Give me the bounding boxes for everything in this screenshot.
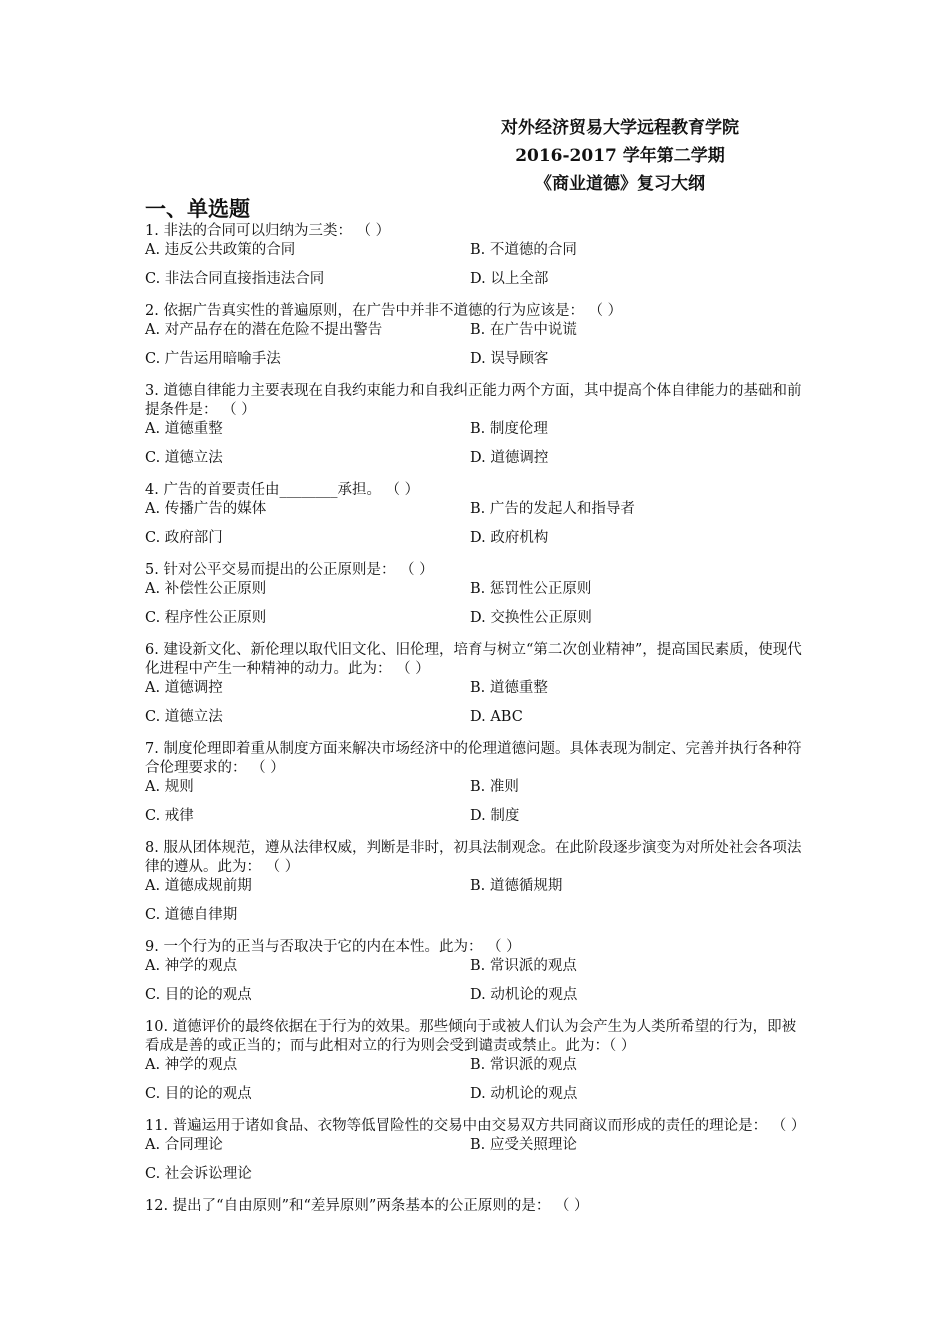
- answer-option: D. 道德调控: [470, 449, 549, 466]
- answer-option: C. 目的论的观点: [145, 1085, 252, 1102]
- answer-option: A. 神学的观点: [145, 1057, 238, 1073]
- question-item: [145, 1018, 810, 1113]
- option-group: [145, 321, 810, 378]
- answer-option: C. 广告运用暗喻手法: [145, 350, 281, 367]
- option-group: [145, 1136, 810, 1193]
- answer-option: B. 准则: [470, 779, 519, 795]
- question-stem: 4. 广告的首要责任由________承担。 （ ）: [145, 482, 420, 498]
- question-stem: 6. 建设新文化、新伦理以取代旧文化、旧伦理，培育与树立“第二次创业精神”，提高国民素质，使现代化进程中产生一种精神的动力。此为： （ ）: [145, 642, 802, 677]
- question-item: [145, 302, 810, 378]
- question-item: [145, 740, 810, 835]
- question-stem: 5. 针对公平交易而提出的公正原则是： （ ）: [145, 562, 434, 578]
- question-stem: 10. 道德评价的最终依据在于行为的效果。那些倾向于或被人们认为会产生为人类所希望的行为，即被看成是善的或正当的；而与此相对立的行为则会受到谴责或禁止。此为：（ ）: [145, 1019, 797, 1054]
- answer-option: D. 制度: [470, 807, 520, 824]
- question-item: [145, 222, 810, 298]
- answer-option: D. ABC: [470, 708, 523, 725]
- answer-option: C. 非法合同直接指违法合同: [145, 270, 325, 287]
- option-group: [145, 778, 810, 835]
- answer-option: C. 目的论的观点: [145, 986, 252, 1003]
- question-stem: 11. 普遍运用于诸如食品、衣物等低冒险性的交易中由交易双方共同商议而形成的责任的理论是： （ ）: [145, 1118, 806, 1134]
- question-item: [145, 561, 810, 637]
- question-item: [145, 938, 810, 1014]
- institution-name: 对外经济贸易大学远程教育学院: [501, 118, 739, 138]
- answer-option: C. 社会诉讼理论: [145, 1165, 252, 1182]
- answer-option: B. 广告的发起人和指导者: [470, 501, 635, 517]
- answer-option: C. 道德立法: [145, 449, 223, 466]
- question-stem: 2. 依据广告真实性的普遍原则，在广告中并非不道德的行为应该是： （ ）: [145, 303, 623, 319]
- answer-option: B. 道德重整: [470, 680, 548, 696]
- option-group: [145, 1056, 810, 1113]
- answer-option: C. 程序性公正原则: [145, 609, 267, 626]
- answer-option: B. 常识派的观点: [470, 958, 577, 974]
- answer-option: D. 误导顾客: [470, 350, 549, 367]
- answer-option: C. 道德立法: [145, 708, 223, 725]
- answer-option: A. 补偿性公正原则: [145, 581, 267, 597]
- answer-option: A. 对产品存在的潜在危险不提出警告: [145, 322, 383, 338]
- answer-option: A. 违反公共政策的合同: [145, 242, 296, 258]
- option-group: [145, 420, 810, 477]
- question-item: [145, 1117, 810, 1193]
- option-group: [145, 957, 810, 1014]
- answer-option: A. 合同理论: [145, 1137, 223, 1153]
- question-stem: 3. 道德自律能力主要表现在自我约束能力和自我纠正能力两个方面，其中提高个体自律能力的基础和前提条件是： （ ）: [145, 383, 802, 418]
- answer-option: B. 惩罚性公正原则: [470, 581, 592, 597]
- answer-option: B. 在广告中说谎: [470, 322, 577, 338]
- answer-option: B. 道德循规期: [470, 878, 563, 894]
- answer-option: C. 道德自律期: [145, 906, 238, 923]
- semester: 2016-2017 学年第二学期: [515, 146, 725, 166]
- question-stem: 8. 服从团体规范，遵从法律权威，判断是非时，初具法制观念。在此阶段逐步演变为对所处社会各项法律的遵从。此为： （ ）: [145, 840, 802, 875]
- question-stem: 7. 制度伦理即着重从制度方面来解决市场经济中的伦理道德问题。具体表现为制定、完善并执行各种符合伦理要求的： （ ）: [145, 741, 802, 776]
- answer-option: C. 戒律: [145, 807, 194, 824]
- question-stem: 9. 一个行为的正当与否取决于它的内在本性。此为： （ ）: [145, 939, 521, 955]
- question-stem: 12. 提出了“自由原则”和“差异原则”两条基本的公正原则的是： （ ）: [145, 1198, 589, 1214]
- option-group: [145, 580, 810, 637]
- answer-option: A. 道德成规前期: [145, 878, 252, 894]
- document-header: [420, 114, 820, 198]
- answer-option: B. 常识派的观点: [470, 1057, 577, 1073]
- question-stem: 1. 非法的合同可以归纳为三类： （ ）: [145, 223, 391, 239]
- option-group: [145, 500, 810, 557]
- option-group: [145, 241, 810, 298]
- answer-option: A. 传播广告的媒体: [145, 501, 267, 517]
- answer-option: A. 神学的观点: [145, 958, 238, 974]
- question-item: [145, 481, 810, 557]
- section-title: 一、单选题: [145, 197, 250, 221]
- answer-option: D. 交换性公正原则: [470, 609, 592, 626]
- question-list: [145, 222, 810, 1220]
- answer-option: D. 动机论的观点: [470, 986, 578, 1003]
- answer-option: A. 道德重整: [145, 421, 223, 437]
- answer-option: B. 不道德的合同: [470, 242, 577, 258]
- answer-option: A. 规则: [145, 779, 194, 795]
- option-group: [145, 877, 810, 934]
- answer-option: B. 应受关照理论: [470, 1137, 577, 1153]
- answer-option: C. 政府部门: [145, 529, 223, 546]
- question-item: [145, 839, 810, 934]
- answer-option: D. 以上全部: [470, 270, 549, 287]
- answer-option: A. 道德调控: [145, 680, 223, 696]
- answer-option: B. 制度伦理: [470, 421, 548, 437]
- answer-option: D. 政府机构: [470, 529, 549, 546]
- question-item: [145, 1197, 810, 1216]
- document-title: 《商业道德》复习大纲: [535, 174, 705, 194]
- option-group: [145, 679, 810, 736]
- answer-option: D. 动机论的观点: [470, 1085, 578, 1102]
- question-item: [145, 382, 810, 477]
- question-item: [145, 641, 810, 736]
